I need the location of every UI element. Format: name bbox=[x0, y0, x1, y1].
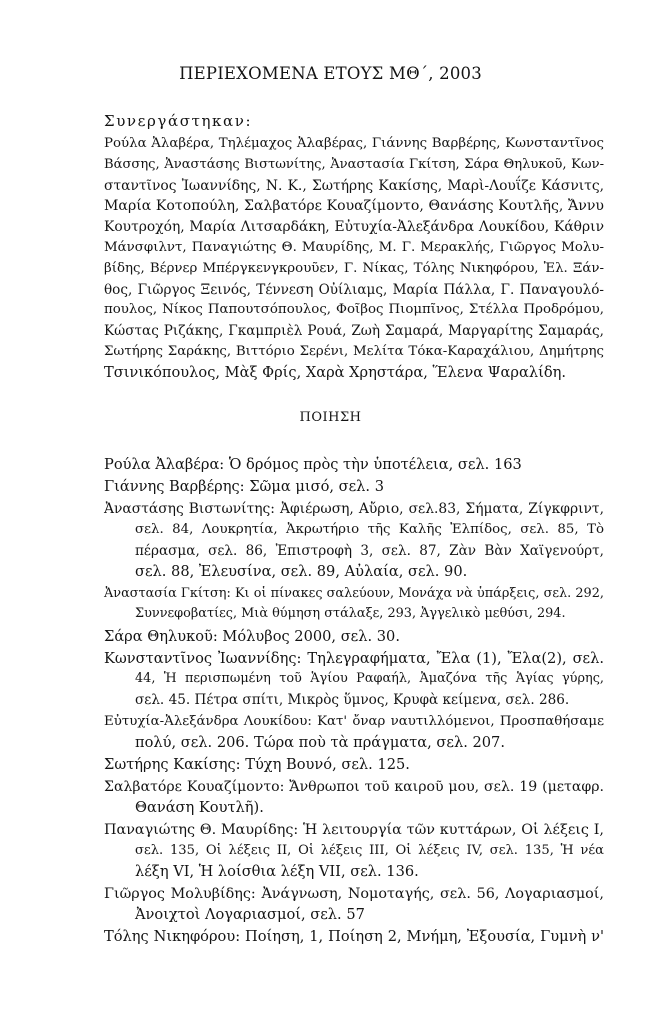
entry-line: Γιάννης Βαρβέρης: Σῶμα μισό, σελ. 3 bbox=[104, 478, 384, 496]
collaborators-line: βίδης, Βέρνερ Μπέργκενγκρουῦεν, Γ. Νίκας, Τόλης Νικηφόρου, Ἐλ. Ξάν- bbox=[104, 260, 604, 276]
entry-line: πέρασμα, σελ. 86, Ἐπιστροφὴ 3, σελ. 87, Ζὰν Βὰν Χαϊγενούρτ, bbox=[135, 542, 604, 559]
collaborators-line: Βάσσης, Ἀναστάσης Βιστωνίτης, Ἀναστασία Γκίτση, Σάρα Θηλυκοῦ, Κων- bbox=[104, 156, 604, 172]
collaborators-line: Μαρία Κοτοπούλη, Σαλβατόρε Κουαζίμοντο, Θανάσης Κουτλῆς, Ἄννυ bbox=[104, 198, 604, 215]
entry-line: πολύ, σελ. 206. Τώρα ποὺ τὰ πράγματα, σελ. 207. bbox=[135, 734, 505, 752]
poetry-entry bbox=[104, 927, 604, 948]
entry-line: Θανάση Κουτλῆ). bbox=[135, 799, 264, 817]
entry-line: Σάρα Θηλυκοῦ: Μόλυβος 2000, σελ. 30. bbox=[104, 627, 400, 645]
entry-line: Ἀναστάσης Βιστωνίτης: Ἀφιέρωση, Αὔριο, σελ.83, Σήματα, Ζίγκφριντ, bbox=[104, 501, 604, 518]
poetry-entry bbox=[104, 712, 604, 754]
collaborators-line: θος, Γιῶργος Ξεινός, Τέννεση Οὐίλιαμς, Μαρία Πάλλα, Γ. Παναγουλό- bbox=[104, 281, 604, 298]
entry-line: λέξη VI, Ἡ λοίσθια λέξη VII, σελ. 136. bbox=[135, 862, 419, 880]
poetry-entry bbox=[104, 455, 604, 476]
section-heading: ΠΟΙΗΣΗ bbox=[299, 410, 362, 425]
collaborators-line: σταντῖνος Ἰωαννίδης, Ν. Κ., Σωτήρης Κακίσης, Μαρὶ-Λουΐζε Κάσνιτς, bbox=[104, 177, 604, 194]
poetry-entry bbox=[104, 477, 604, 498]
entry-line: Κωνσταντῖνος Ἰωαννίδης: Τηλεγραφήματα, Ἔλα (1), Ἔλα(2), σελ. bbox=[104, 649, 604, 667]
page-title: ΠΕΡΙΕΧΟΜΕΝΑ ΕΤΟΥΣ ΜΘ΄, 2003 bbox=[179, 64, 482, 83]
collaborators-line: Κώστας Ριζάκης, Γκαμπριὲλ Ρουά, Ζωὴ Σαμαρά, Μαργαρίτης Σαμαράς, bbox=[104, 323, 604, 340]
entry-line: Ἀνοιχτοὶ Λογαριασμοί, σελ. 57 bbox=[135, 905, 365, 923]
poetry-entry bbox=[104, 499, 604, 582]
poetry-entry bbox=[104, 884, 604, 926]
poetry-entry bbox=[104, 649, 604, 711]
collaborators-line: Τσινικόπουλος, Μὰξ Φρίς, Χαρὰ Χρηστάρα, Ἕλενα Ψαραλίδη. bbox=[104, 363, 566, 381]
entry-line: Σαλβατόρε Κουαζίμοντο: Ἄνθρωποι τοῦ καιροῦ μου, σελ. 19 (μεταφρ. bbox=[104, 779, 604, 796]
entry-line: 44, Ἡ περισπωμένη τοῦ Ἁγίου Ραφαήλ, Ἀμαζόνα τῆς Ἁγίας γύρης, bbox=[135, 671, 604, 687]
entry-line: Συννεφοβατίες, Μιὰ θύμηση στάλαξε, 293, Ἀγγελικὸ μεθύσι, 294. bbox=[135, 606, 566, 622]
poetry-entry bbox=[104, 584, 604, 626]
poetry-entry bbox=[104, 755, 604, 776]
collaborators-line: πουλος, Νίκος Παπουτσόπουλος, Φοῖβος Πιομπῖνος, Στέλλα Προδρόμου, bbox=[104, 302, 604, 318]
poetry-entry bbox=[104, 627, 604, 648]
poetry-index bbox=[104, 455, 604, 949]
entry-line: Ἀναστασία Γκίτση: Κι οἱ πίνακες σαλεύουν, Μονάχα νὰ ὑπάρξεις, σελ. 292, bbox=[104, 585, 604, 601]
collaborators-line: Σωτήρης Σαράκης, Βιττόριο Σερένι, Μελίτα Τόκα-Καραχάλιου, Δημήτρης bbox=[104, 343, 604, 359]
collaborators-line: Ρούλα Ἀλαβέρα, Τηλέμαχος Ἀλαβέρας, Γιάννης Βαρβέρης, Κωνσταντῖνος bbox=[104, 136, 604, 151]
entry-line: σελ. 84, Λουκρητία, Ἀκρωτήριο τῆς Καλῆς Ἐλπίδος, σελ. 85, Τὸ bbox=[135, 521, 604, 537]
entry-line: σελ. 135, Οἱ λέξεις II, Οἱ λέξεις III, Οἱ λέξεις IV, σελ. 135, Ἡ νέα bbox=[135, 843, 604, 859]
entry-line: Τόλης Νικηφόρου: Ποίηση, 1, Ποίηση 2, Μνήμη, Ἐξουσία, Γυμνὴ ν' bbox=[104, 927, 604, 945]
collaborators-label: Συνεργάστηκαν: bbox=[104, 112, 253, 130]
entry-line: Γιῶργος Μολυβίδης: Ἀνάγνωση, Νομοταγής, σελ. 56, Λογαριασμοί, bbox=[104, 885, 604, 902]
poetry-entry bbox=[104, 777, 604, 819]
collaborators-line: Μάνσφιλντ, Παναγιώτης Θ. Μαυρίδης, Μ. Γ. Μερακλής, Γιῶργος Μολυ- bbox=[104, 239, 604, 255]
entry-line: Ρούλα Ἀλαβέρα: Ὁ δρόμος πρὸς τὴν ὑποτέλεια, σελ. 163 bbox=[104, 456, 522, 473]
collaborators-line: Κουτροχόη, Μαρία Λιτσαρδάκη, Εὐτυχία-Ἀλεξάνδρα Λουκίδου, Κάθριν bbox=[104, 219, 604, 236]
entry-line: Εὐτυχία-Ἀλεξάνδρα Λουκίδου: Κατ' ὄναρ ναυτιλλόμενοι, Προσπαθήσαμε bbox=[104, 714, 604, 730]
entry-line: σελ. 45. Πέτρα σπίτι, Μικρὸς ὕμνος, Κρυφὰ κείμενα, σελ. 286. bbox=[135, 692, 570, 709]
poetry-entry bbox=[104, 820, 604, 882]
entry-line: Σωτήρης Κακίσης: Τύχη Βουνό, σελ. 125. bbox=[104, 756, 410, 774]
entry-line: σελ. 88, Ἐλευσίνα, σελ. 89, Αὐλαία, σελ. 90. bbox=[135, 562, 468, 580]
collaborators-paragraph bbox=[104, 134, 604, 384]
entry-line: Παναγιώτης Θ. Μαυρίδης: Ἡ λειτουργία τῶν κυττάρων, Οἱ λέξεις I, bbox=[104, 822, 604, 839]
